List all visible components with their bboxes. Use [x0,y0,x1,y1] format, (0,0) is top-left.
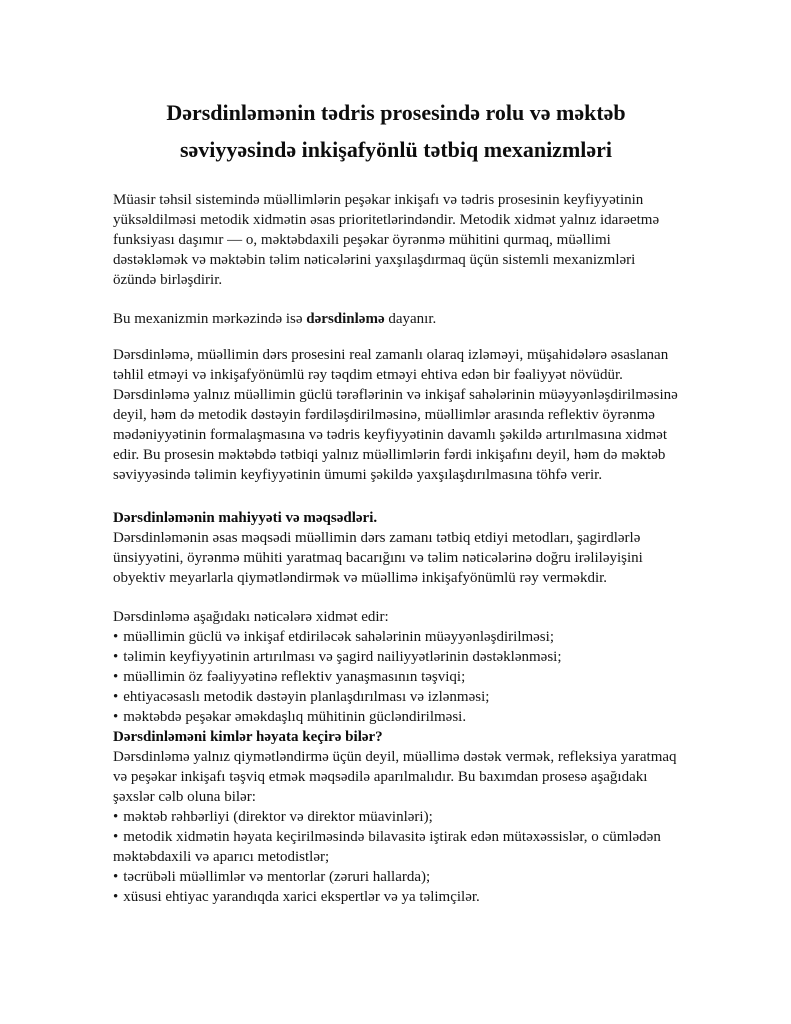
bullet-icon: • [113,809,119,825]
list-item-mekteb-rehberliyi [113,807,679,827]
bullet-icon: • [113,869,119,885]
list-item-xarici-ekspertler [113,887,679,907]
list-item-gucluler [113,627,679,647]
bullet-icon: • [113,689,119,705]
paragraph-metodik-xidmet: Müasir təhsil sistemində müəllimlərin peşəkar inkişafı və tədris prosesinin keyfiyyətinin yüksəldilməsi metodik xidmətin əsas prioritetlərindəndir. Metodik xidmət yalnız idarəetmə funksiyası daşımır — o, məktəbdaxili peşəkar öyrənmə mühitini qurmaq, müəllimi dəstəkləmək və məktəbin təlim nəticələrini yaxşılaşdırmaq üçün sistemli mexanizmləri özündə birləşdirir. [113,192,660,288]
bullet-icon: • [113,629,119,645]
paragraph-mexanizm-merkezi [113,309,679,329]
bullet-icon: • [113,649,119,665]
list-item-text: metodik xidmətin həyata keçirilməsində bilavasitə iştirak edən mütəxəssislər, o cümlədən məktəbdaxili və aparıcı metodistlər; [113,829,661,865]
paragraph-mexanizm-suffix: dayanır. [384,311,437,327]
list-item-text: məktəbdə peşəkar əməkdaşlıq mühitinin gücləndirilməsi. [123,709,467,725]
list-item-reflektiv-yanasma [113,667,679,687]
title-line-1: Dərsdinləmənin tədris prosesində rolu və məktəb [166,100,626,125]
list-item-text: məktəb rəhbərliyi (direktor və direktor müavinləri); [123,809,433,825]
list-item-text: müəllimin öz fəaliyyətinə reflektiv yanaşmasının təşviqi; [123,669,466,685]
list-item-mentorlar [113,867,679,887]
paragraph-mexanizm-prefix: Bu mexanizmin mərkəzində isə [113,311,307,327]
bullet-icon: • [113,709,119,725]
paragraph-qiymetlendirme-meqsedi: Dərsdinləmə yalnız qiymətləndirmə üçün deyil, müəllimə dəstək vermək, refleksiya yaratmaq və peşəkar inkişafı təşviq etmək məqsədilə aparılmalıdır. Bu baxımdan prosesə aşağıdakı şəxslər cəlb oluna bilər: [113,749,677,805]
title-line-2: səviyyəsində inkişafyönlü tətbiq mexanizmləri [179,137,613,162]
list-item-text: müəllimin güclü və inkişaf etdiriləcək sahələrinin müəyyənləşdirilməsi; [123,629,554,645]
list-item-text: ehtiyacəsaslı metodik dəstəyin planlaşdırılması və izlənməsi; [123,689,490,705]
list-item-metodik-destek [113,687,679,707]
bullet-icon: • [113,829,119,845]
paragraph-dersdinleme-tesviri: Dərsdinləmə, müəllimin dərs prosesini real zamanlı olaraq izləməyi, müşahidələrə əsaslanan təhlil etməyi və inkişafyönümlü rəy təqdim etməyi ehtiva edən bir fəaliyyət növüdür. Dərsdinləmə yalnız müəllimin güclü tərəflərinin və inkişaf sahələrinin müəyyənləşdirilməsinə deyil, həm də metodik dəstəyin fərdiləşdirilməsinə, müəllimlər arasında reflektiv öyrənmə mədəniyyətinin formalaşmasına və tədris keyfiyyətinin davamlı şəkildə artırılmasına xidmət edir. Bu prosesin məktəbdə tətbiqi yalnız müəllimlərin fərdi inkişafını deyil, həm də məktəb səviyyəsində təlimin keyfiyyətinin ümumi şəkildə yaxşılaşdırılmasına töhfə verir. [113,347,678,483]
list1-intro: Dərsdinləmə aşağıdakı nəticələrə xidmət edir: [113,609,389,625]
document-title [113,94,679,168]
list-item-text: təcrübəli müəllimlər və mentorlar (zəruri hallarda); [123,869,431,885]
section-heading-mahiyyet: Dərsdinləmənin mahiyyəti və məqsədləri. [113,510,378,526]
bullet-icon: • [113,669,119,685]
list-item-text: təlimin keyfiyyətinin artırılması və şagird nailiyyətlərinin dəstəklənməsi; [123,649,562,665]
section-heading-kimler: Dərsdinləməni kimlər həyata keçirə bilər? [113,729,383,745]
list-item-emekdasliq-muhiti [113,707,679,727]
bullet-icon: • [113,889,119,905]
list-item-telim-keyfiyyeti [113,647,679,667]
dersdinleme-bold-term: dərsdinləmə [306,311,385,327]
list-item-text: xüsusi ehtiyac yarandıqda xarici ekspertlər və ya təlimçilər. [123,889,480,905]
list-item-mutexessisler [113,827,679,867]
paragraph-esas-meqsed: Dərsdinləmənin əsas məqsədi müəllimin dərs zamanı tətbiq etdiyi metodları, şagirdlərlə ünsiyyətini, öyrənmə mühiti yaratmaq bacarığını və təlim nəticələrinə doğru irəliləyişini obyektiv meyarlarla qiymətləndirmək və müəllimə inkişafyönümlü rəy verməkdir. [113,530,643,586]
